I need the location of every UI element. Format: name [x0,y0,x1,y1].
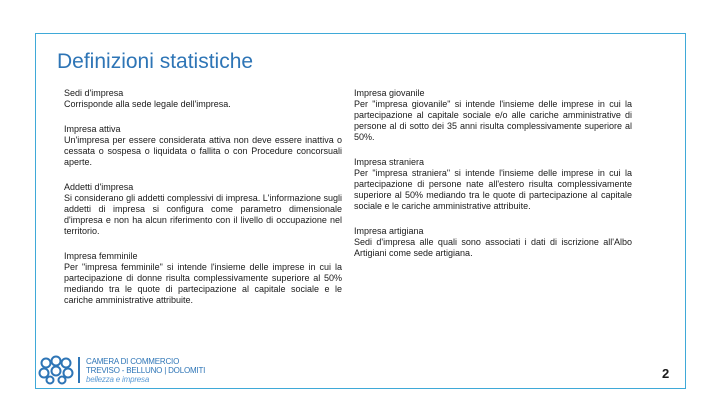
chamber-of-commerce-logo-icon [38,355,74,385]
chamber-logo [38,355,205,385]
left-column [64,88,342,320]
right-column [354,88,632,273]
definition-body: Per "impresa femminile" si intende l'insieme delle imprese in cui la partecipazione di donne risulta complessivamente superiore al 50% mediando tra le quote di partecipazione al capitale sociale e le cariche amministrative attribuite. [64,262,342,305]
definition-body: Per "impresa straniera" si intende l'insieme delle imprese in cui la partecipazione di persone nate all'estero risulta complessivamente superiore al 50% mediando tra le quote di partecipazione al capitale sociale e le cariche amministrative attribuite. [354,168,632,211]
definition-heading: Impresa attiva [64,124,121,134]
definition-addetti-impresa [64,182,342,237]
definition-heading: Impresa artigiana [354,226,424,236]
definition-impresa-artigiana [354,226,632,259]
logo-text [86,357,205,384]
logo-tagline: bellezza e impresa [86,374,150,384]
definition-heading: Impresa giovanile [354,88,425,98]
definition-body: Corrisponde alla sede legale dell'impresa. [64,99,231,109]
definition-heading: Addetti d'impresa [64,182,134,192]
definition-heading: Sedi d'impresa [64,88,124,98]
definition-impresa-giovanile [354,88,632,143]
page-number: 2 [662,366,670,381]
definition-body: Sedi d'impresa alle quali sono associati i dati di iscrizione all'Albo Artigiani come sede artigiana. [354,237,632,258]
logo-separator [78,357,80,383]
slide-title: Definizioni statistiche [57,50,254,73]
logo-line-2: TREVISO - BELLUNO | DOLOMITI [86,365,206,375]
definition-body: Per "impresa giovanile" si intende l'insieme delle imprese in cui la partecipazione al capitale sociale e/o alle cariche amministrative di persone al di sotto dei 35 anni risulta complessivamente superiore al 50%. [354,99,632,142]
definition-impresa-attiva [64,124,342,168]
definition-heading: Impresa straniera [354,157,425,167]
definition-body: Si considerano gli addetti complessivi di impresa. L'informazione sugli addetti di impresa si configura come parametro dimensionale d'impresa e non ha alcun riferimento con il livello di occupazione nel territorio. [64,193,342,236]
definition-body: Un'impresa per essere considerata attiva non deve essere inattiva o cessata o sospesa o liquidata o fallita o con Procedure concorsuali aperte. [64,135,342,167]
definition-impresa-straniera [354,157,632,212]
logo-line-1: CAMERA DI COMMERCIO [86,356,180,366]
definition-heading: Impresa femminile [64,251,138,261]
definition-sedi-impresa [64,88,342,110]
definition-impresa-femminile [64,251,342,306]
